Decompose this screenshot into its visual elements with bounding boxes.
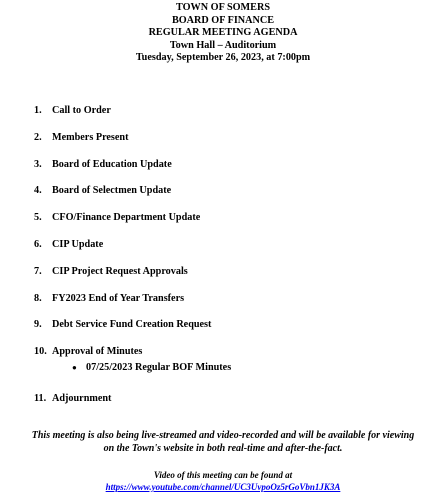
agenda-item-label: Debt Service Fund Creation Request bbox=[52, 319, 212, 331]
agenda-item bbox=[34, 393, 434, 405]
agenda-item bbox=[34, 239, 434, 251]
agenda-item-label: FY2023 End of Year Transfers bbox=[52, 292, 185, 304]
agenda-item-label: Board of Selectmen Update bbox=[52, 185, 172, 197]
agenda-item-number: 7. bbox=[34, 265, 42, 277]
town-name: TOWN OF SOMERS bbox=[176, 2, 270, 13]
agenda-item-number: 3. bbox=[34, 158, 42, 170]
minutes-sub-item-label: 07/25/2023 Regular BOF Minutes bbox=[86, 362, 232, 373]
meeting-location: Town Hall – Auditorium bbox=[169, 39, 277, 51]
minutes-sub-item bbox=[72, 362, 231, 374]
agenda-item bbox=[34, 346, 434, 358]
agenda-item-number: 2. bbox=[34, 131, 42, 143]
livestream-notice bbox=[0, 430, 446, 455]
agenda-header bbox=[0, 2, 446, 65]
agenda-item-number: 6. bbox=[34, 238, 42, 250]
agenda-item-label: Board of Education Update bbox=[52, 158, 172, 170]
video-link[interactable]: https://www.youtube.com/channel/UC3UvpoOz5rGoVbn1JK3A bbox=[105, 482, 341, 492]
agenda-item-number: 10. bbox=[34, 346, 47, 358]
agenda-item-label: Approval of Minutes bbox=[52, 346, 143, 358]
bullet-icon: ● bbox=[72, 363, 77, 372]
video-section bbox=[0, 470, 446, 493]
video-note: Video of this meeting can be found at bbox=[153, 470, 293, 480]
meeting-datetime: Tuesday, September 26, 2023, at 7:00pm bbox=[135, 52, 311, 64]
agenda-item bbox=[34, 185, 434, 197]
agenda-item-number: 11. bbox=[34, 393, 47, 405]
agenda-item-label: CFO/Finance Department Update bbox=[52, 212, 201, 224]
agenda-item-label: Call to Order bbox=[52, 105, 111, 116]
agenda-item-label: CIP Update bbox=[52, 238, 104, 250]
agenda-item-number: 8. bbox=[34, 292, 42, 304]
agenda-item bbox=[34, 105, 434, 117]
agenda-item-number: 5. bbox=[34, 212, 42, 224]
livestream-notice-line2: on the Town's website in both real-time and after-the-fact. bbox=[103, 442, 343, 454]
agenda-item-label: Members Present bbox=[52, 131, 129, 143]
agenda-item-label: Adjournment bbox=[52, 393, 112, 405]
agenda-item bbox=[34, 212, 434, 224]
agenda-item-number: 1. bbox=[34, 105, 42, 116]
agenda-item-number: 9. bbox=[34, 319, 42, 331]
agenda-item-number: 4. bbox=[34, 185, 42, 197]
agenda-item bbox=[34, 319, 434, 331]
agenda-item bbox=[34, 159, 434, 171]
meeting-type: REGULAR MEETING AGENDA bbox=[148, 27, 298, 39]
agenda-item bbox=[34, 293, 434, 305]
agenda-item-label: CIP Project Request Approvals bbox=[52, 265, 188, 277]
agenda-item bbox=[34, 132, 434, 144]
board-name: BOARD OF FINANCE bbox=[171, 14, 275, 26]
agenda-item bbox=[34, 266, 434, 278]
livestream-notice-line1: This meeting is also being live-streamed and video-recorded and will be available for viewing bbox=[31, 430, 415, 441]
